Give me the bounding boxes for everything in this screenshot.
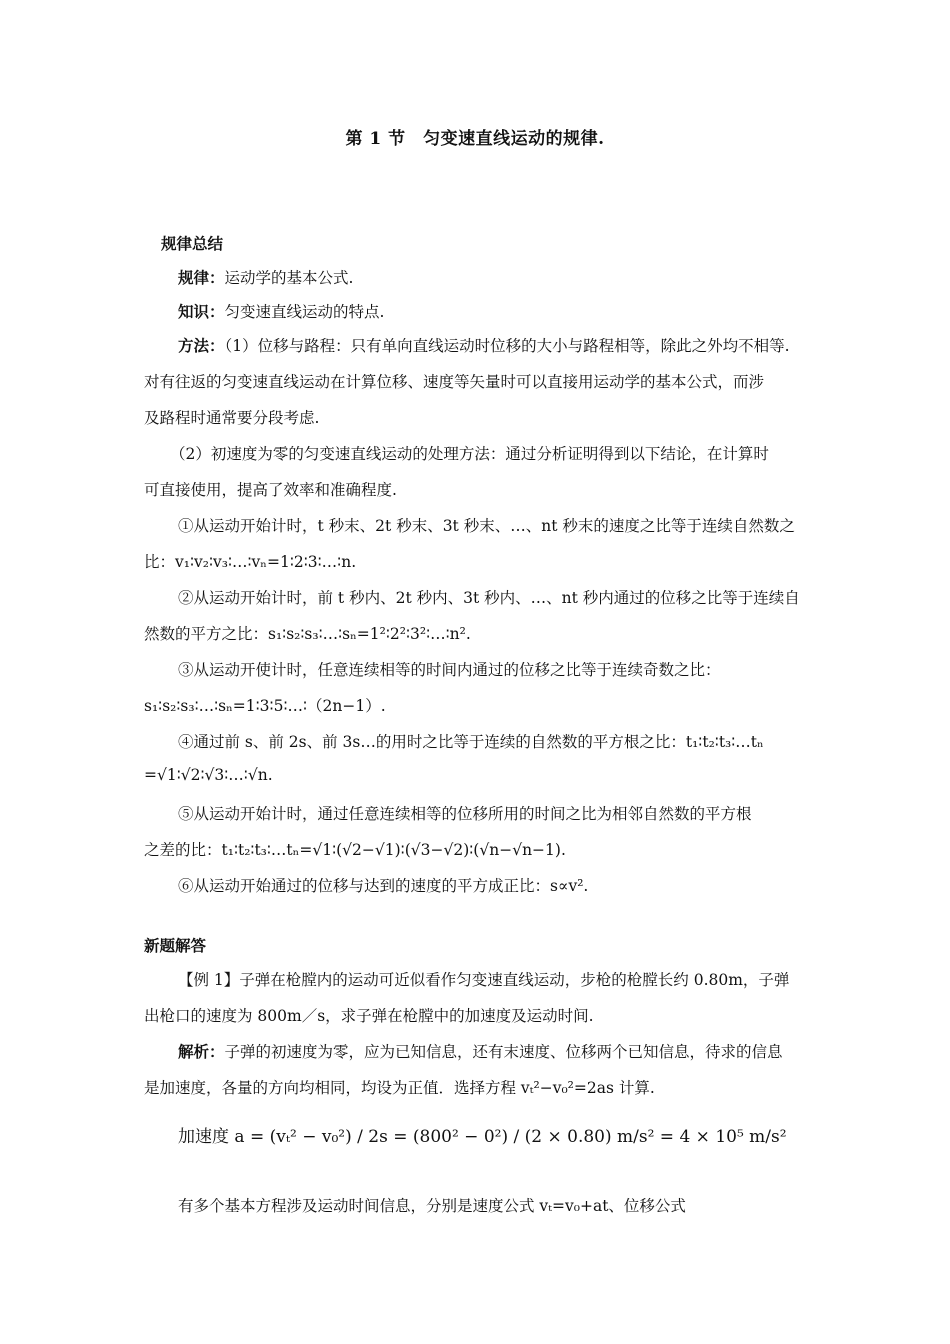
item4-line-1: ④通过前 s、前 2s、前 3s…的用时之比等于连续的自然数的平方根之比：t₁∶t₂∶t₃∶…tₙ — [178, 733, 764, 751]
knowledge-line — [178, 300, 384, 322]
item1-line-1 — [178, 514, 795, 536]
last-line: 有多个基本方程涉及运动时间信息，分别是速度公式 vₜ=v₀+at、位移公式 — [178, 1197, 686, 1215]
new-problems-heading: 新题解答 — [144, 936, 207, 955]
item3-line-1: ③从运动开使计时，任意连续相等的时间内通过的位移之比等于连续奇数之比： — [178, 661, 721, 679]
formula-text: a = (vₜ² − v₀²) / 2s = (800² − 0²) / (2 × 0.80) m/s² = 4 × 10⁵ m/s² — [234, 1127, 787, 1147]
item1-text-b: t 秒末、2t 秒末、3t 秒末、…、nt 秒末的速度之比等于连续自然数之 — [317, 517, 795, 535]
method2-line-1: （2）初速度为零的匀变速直线运动的处理方法：通过分析证明得到以下结论，在计算时 — [170, 445, 769, 463]
method2-line-2: 可直接使用，提高了效率和准确程度. — [144, 481, 397, 499]
item5-line-2: 之差的比：t₁∶t₂∶t₃∶…tₙ=√1∶(√2−√1)∶(√3−√2)∶(√n−√n−1). — [144, 841, 566, 859]
analysis-text-1: 子弹的初速度为零，应为已知信息，还有末速度、位移两个已知信息，待求的信息 — [224, 1043, 783, 1061]
acceleration-formula — [178, 1122, 787, 1147]
item1-line-2: 比：v₁∶v₂∶v₃∶…∶vₙ=1∶2∶3∶…∶n. — [144, 553, 357, 571]
item2-line-2: 然数的平方之比：s₁∶s₂∶s₃∶…∶sₙ=1²∶2²∶3²∶…∶n². — [144, 625, 471, 643]
rule-label: 规律： — [178, 268, 225, 287]
example1-line-1: 【例 1】子弹在枪膛内的运动可近似看作匀变速直线运动，步枪的枪膛长约 0.80m，子弹 — [178, 971, 790, 989]
method-line-3: 及路程时通常要分段考虑. — [144, 409, 320, 427]
analysis-line-2: 是加速度，各量的方向均相同，均设为正值．选择方程 vₜ²−v₀²=2as 计算. — [144, 1079, 655, 1097]
formula-label: 加速度 — [178, 1127, 229, 1147]
page-title: 第 1 节 匀变速直线运动的规律. — [345, 129, 605, 149]
analysis-label: 解析： — [178, 1042, 225, 1061]
item4-line-2: =√1∶√2∶√3∶…∶√n. — [144, 766, 273, 784]
knowledge-label: 知识： — [178, 302, 225, 321]
knowledge-text: 匀变速直线运动的特点. — [224, 303, 385, 321]
analysis-line-1 — [178, 1040, 783, 1062]
method-text-1: （1）位移与路程：只有单向直线运动时位移的大小与路程相等，除此之外均不相等. — [224, 337, 790, 355]
method-line-2: 对有往返的匀变速直线运动在计算位移、速度等矢量时可以直接用运动学的基本公式，而涉 — [144, 373, 765, 391]
item6-line: ⑥从运动开始通过的位移与达到的速度的平方成正比：s∝v². — [178, 877, 589, 895]
rule-line — [178, 266, 353, 288]
rule-text: 运动学的基本公式. — [224, 269, 354, 287]
summary-heading: 规律总结 — [161, 234, 224, 253]
item1-text-a: ①从运动开始计时， — [178, 517, 318, 535]
method-line-1 — [178, 334, 790, 356]
item5-line-1: ⑤从运动开始计时，通过任意连续相等的位移所用的时间之比为相邻自然数的平方根 — [178, 805, 752, 823]
example1-line-2: 出枪口的速度为 800m／s，求子弹在枪膛中的加速度及运动时间. — [144, 1007, 594, 1025]
item2-line-1: ②从运动开始计时，前 t 秒内、2t 秒内、3t 秒内、…、nt 秒内通过的位移之比等于连续自 — [178, 589, 800, 607]
method-label: 方法： — [178, 336, 225, 355]
item3-line-2: s₁∶s₂∶s₃∶…∶sₙ=1∶3∶5∶…∶（2n−1）. — [144, 697, 386, 715]
